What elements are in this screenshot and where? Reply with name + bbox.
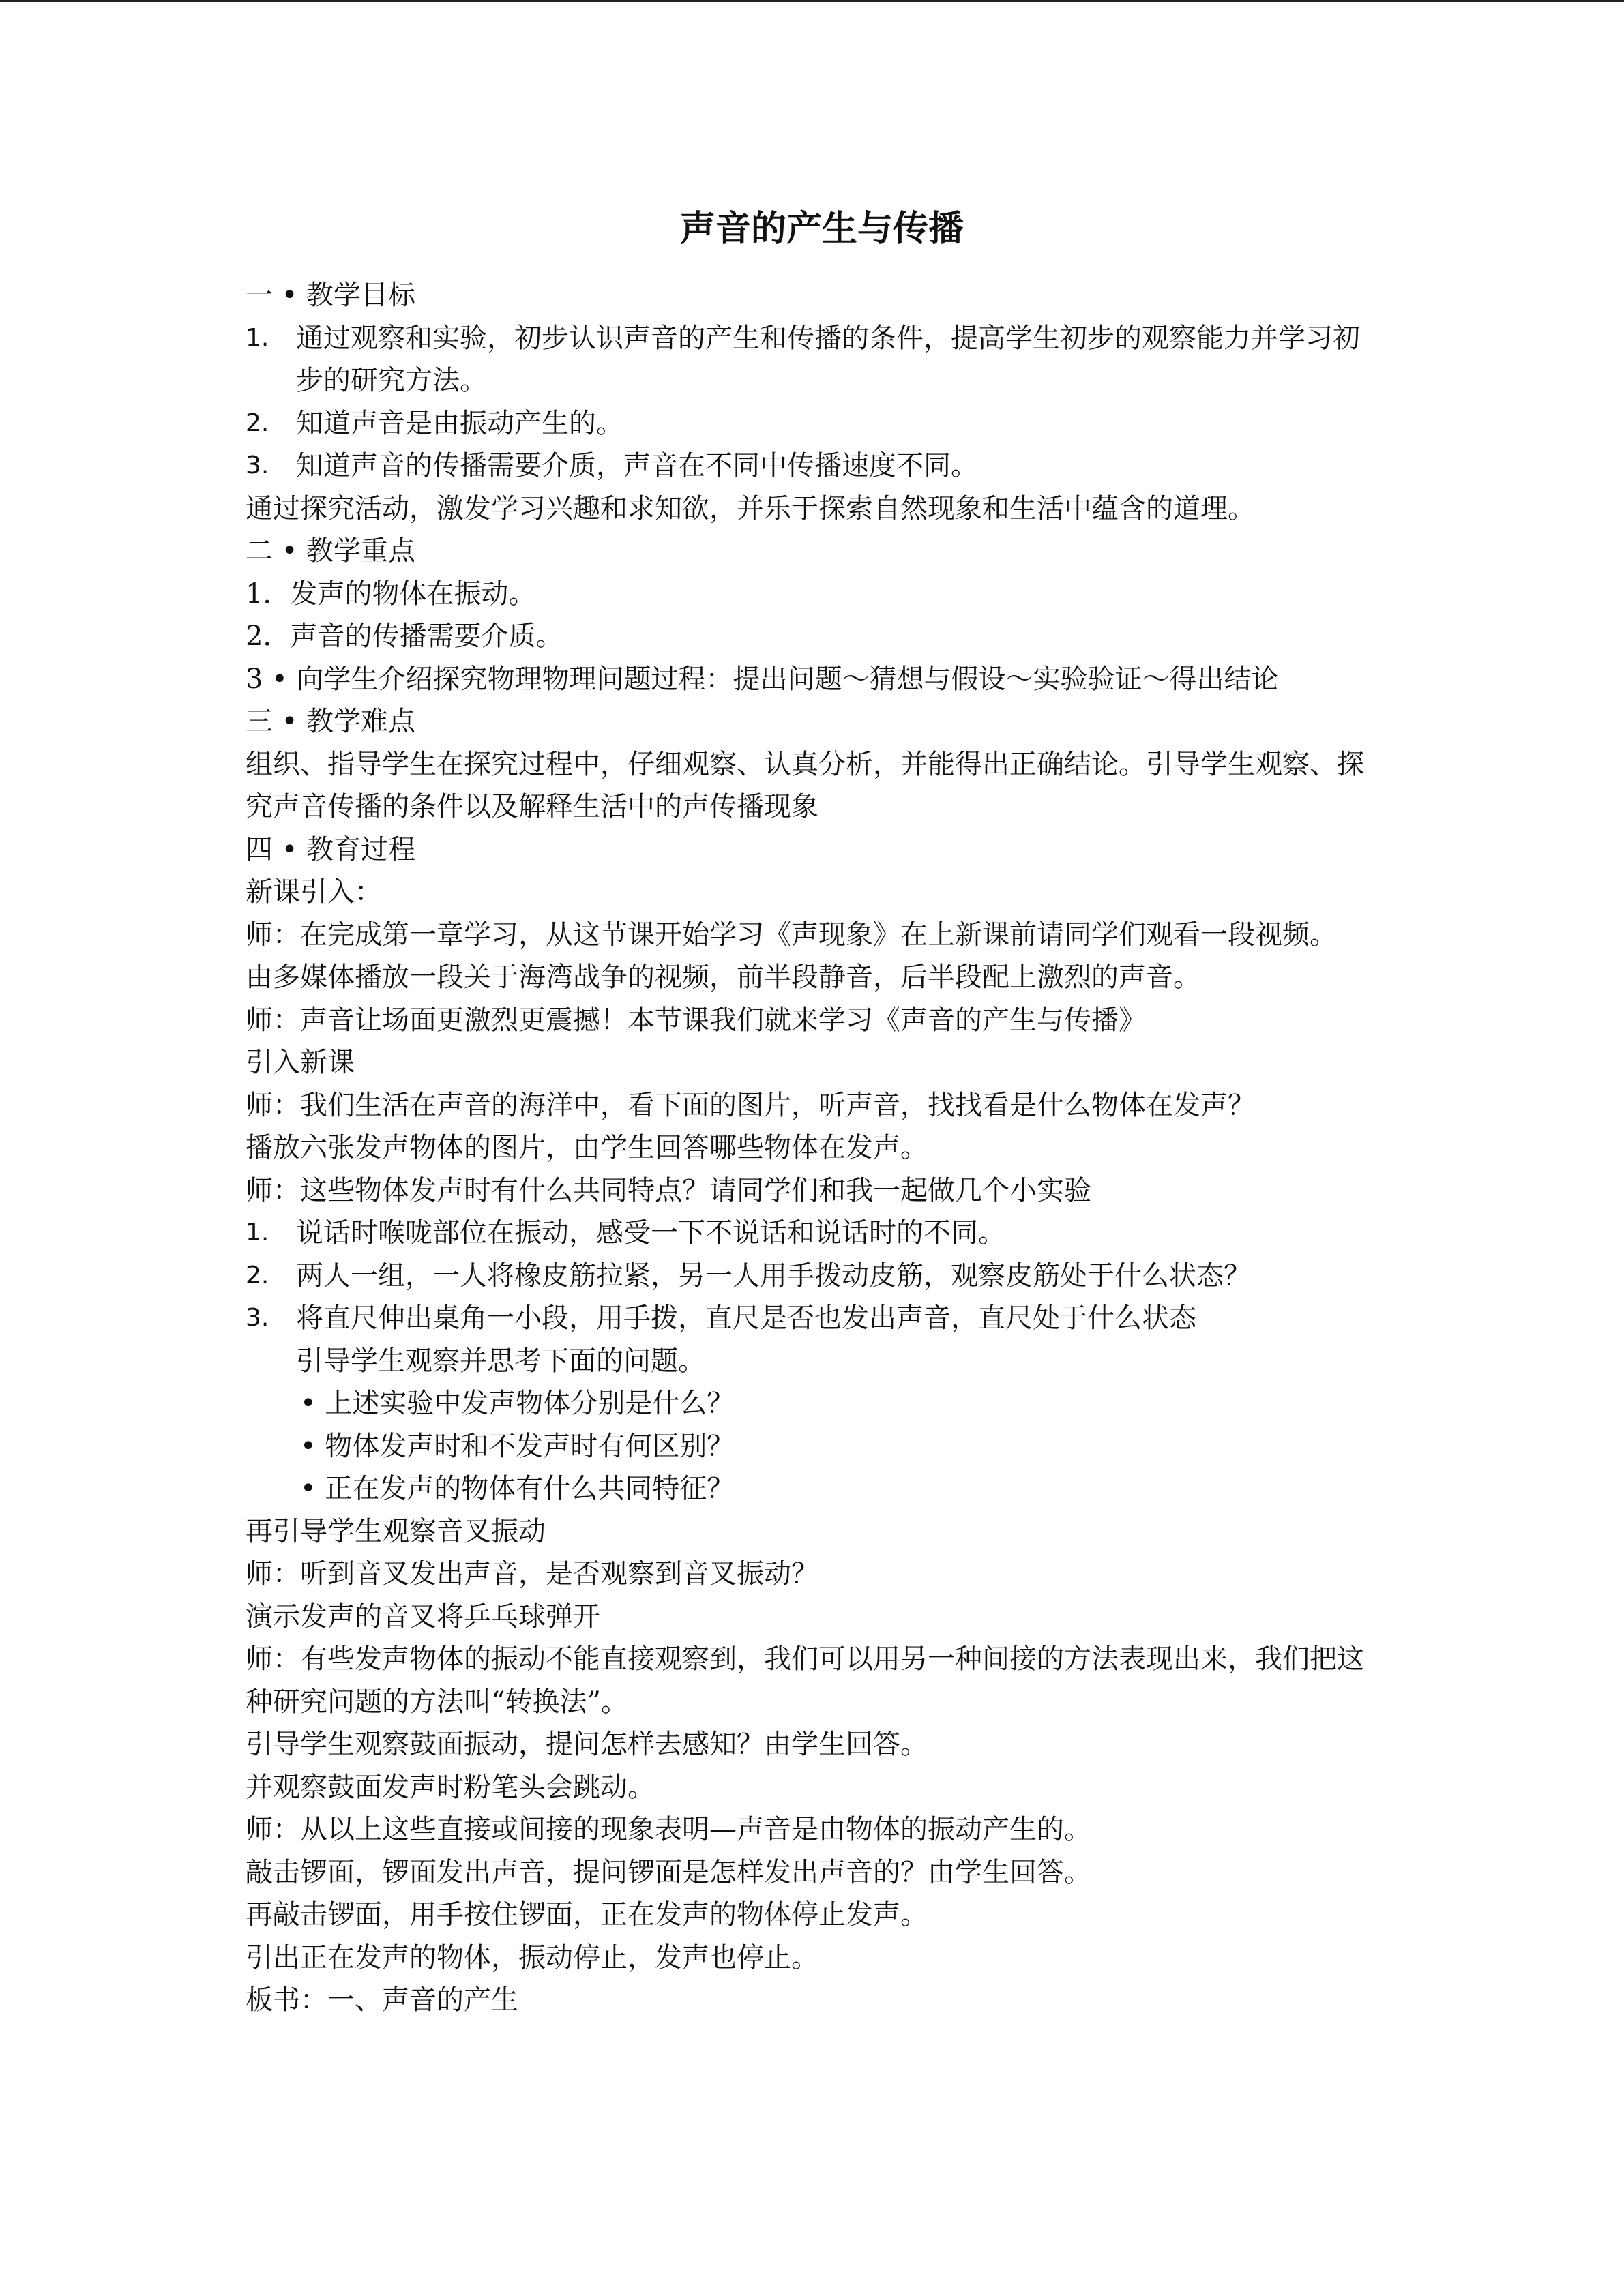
paragraph: 引出正在发声的物体，振动停止，发声也停止。 xyxy=(246,1941,818,1973)
list-number: 1. xyxy=(246,1219,269,1247)
document-title: 声音的产生与传播 xyxy=(679,208,964,250)
list-number: 2. xyxy=(246,1261,269,1289)
list-number: 3. xyxy=(246,1304,269,1332)
section-heading-key-points: 二 • 教学重点 xyxy=(246,535,416,567)
list-text: 将直尺伸出桌角一小段，用手拨，直尺是否也发出声音，直尺处于什么状态 xyxy=(296,1302,1196,1334)
question-bullet: • 上述实验中发声物体分别是什么？ xyxy=(300,1388,735,1419)
paragraph: 师：在完成第一章学习，从这节课开始学习《声现象》在上新课前请同学们观看一段视频。 xyxy=(246,919,1337,951)
paragraph: 师：这些物体发声时有什么共同特点？请同学们和我一起做几个小实验 xyxy=(246,1174,1091,1206)
paragraph: 再敲击锣面，用手按住锣面，正在发声的物体停止发声。 xyxy=(246,1899,928,1930)
paragraph: 师：我们生活在声音的海洋中，看下面的图片，听声音，找找看是什么物体在发声？ xyxy=(246,1089,1255,1121)
list-text: 知道声音的传播需要介质，声音在不同中传播速度不同。 xyxy=(296,450,978,481)
document-page xyxy=(246,205,1378,2022)
paragraph: 并观察鼓面发声时粉笔头会跳动。 xyxy=(246,1771,655,1803)
question-bullet: • 正在发声的物体有什么共同特征？ xyxy=(300,1473,735,1504)
paragraph: 敲击锣面，锣面发出声音，提问锣面是怎样发出声音的？由学生回答。 xyxy=(246,1856,1091,1888)
paragraph: 引导学生观察鼓面振动，提问怎样去感知？由学生回答。 xyxy=(246,1729,928,1760)
list-text: 说话时喉咙部位在振动，感受一下不说话和说话时的不同。 xyxy=(296,1217,1005,1249)
paragraph: 演示发声的音叉将乒乓球弹开 xyxy=(246,1600,600,1632)
question-bullet: • 物体发声时和不发声时有何区别？ xyxy=(300,1430,735,1462)
paragraph: 师：听到音叉发出声音，是否观察到音叉振动？ xyxy=(246,1558,818,1590)
paragraph: 再引导学生观察音叉振动 xyxy=(246,1515,546,1547)
top-border-line xyxy=(0,0,1624,2)
list-number: 2. xyxy=(246,408,269,437)
list-text: 通过观察和实验，初步认识声音的产生和传播的条件，提高学生初步的观察能力并学习初步的研究方法。 xyxy=(296,322,1360,396)
paragraph: 通过探究活动，激发学习兴趣和求知欲，并乐于探索自然现象和生活中蕴含的道理。 xyxy=(246,492,1255,524)
section-heading-difficulty: 三 • 教学难点 xyxy=(246,706,416,737)
paragraph: 新课引入： xyxy=(246,876,382,908)
list-text: 知道声音是由振动产生的。 xyxy=(296,407,623,439)
paragraph: 板书：一、声音的产生 xyxy=(246,1984,518,2016)
objective-item xyxy=(246,445,1378,488)
list-number: 1. xyxy=(246,323,269,352)
paragraph: 组织、指导学生在探究过程中，仔细观察、认真分析，并能得出正确结论。引导学生观察、探究声音传播的条件以及解释生活中的声传播现象 xyxy=(246,748,1364,822)
list-number: 3. xyxy=(246,451,269,479)
paragraph: 师：声音让场面更激烈更震撼！本节课我们就来学习《声音的产生与传播》 xyxy=(246,1004,1146,1036)
paragraph: 引入新课 xyxy=(246,1047,355,1078)
objective-item xyxy=(246,402,1378,445)
key-point: 2．声音的传播需要介质。 xyxy=(246,621,563,652)
experiment-item xyxy=(246,1255,1378,1298)
objective-item xyxy=(246,317,1378,402)
experiment-item xyxy=(246,1297,1378,1340)
paragraph: 师：有些发声物体的振动不能直接观察到，我们可以用另一种间接的方法表现出来，我们把这种研究问题的方法叫“转换法”。 xyxy=(246,1643,1364,1718)
paragraph: 由多媒体播放一段关于海湾战争的视频，前半段静音，后半段配上激烈的声音。 xyxy=(246,961,1200,993)
paragraph: 播放六张发声物体的图片，由学生回答哪些物体在发声。 xyxy=(246,1132,928,1163)
experiment-item xyxy=(246,1212,1378,1255)
section-heading-process: 四 • 教育过程 xyxy=(246,833,416,865)
key-point: 3 • 向学生介绍探究物理物理问题过程：提出问题～猜想与假设～实验验证～得出结论 xyxy=(246,663,1279,695)
paragraph: 引导学生观察并思考下面的问题。 xyxy=(296,1345,705,1377)
list-text: 两人一组，一人将橡皮筋拉紧，另一人用手拨动皮筋，观察皮筋处于什么状态？ xyxy=(296,1259,1251,1292)
section-heading-objectives: 一 • 教学目标 xyxy=(246,280,416,311)
paragraph: 师：从以上这些直接或间接的现象表明—声音是由物体的振动产生的。 xyxy=(246,1814,1091,1845)
key-point: 1．发声的物体在振动。 xyxy=(246,578,536,610)
